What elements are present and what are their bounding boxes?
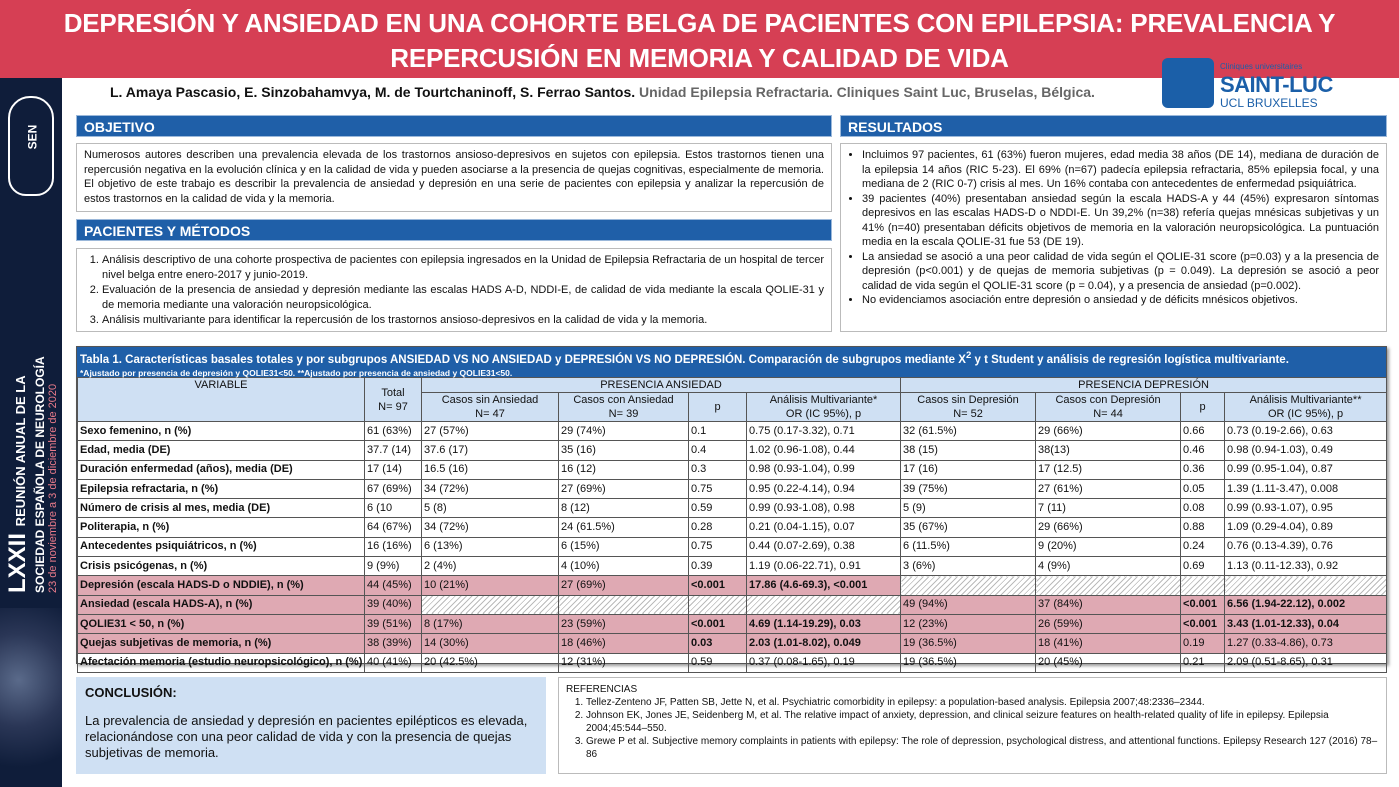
- table-cell: 16.5 (16): [422, 460, 559, 479]
- table-cell: 4 (9%): [1036, 557, 1181, 576]
- table-cell: 0.05: [1181, 479, 1225, 498]
- table-cell: 4.69 (1.14-19.29), 0.03: [747, 614, 901, 633]
- table-cell: 2.03 (1.01-8.02), 0.049: [747, 634, 901, 653]
- table-cell: 16 (12): [559, 460, 689, 479]
- col-n: N= 39: [608, 408, 639, 420]
- table-cell: 0.39: [689, 557, 747, 576]
- resultados-item: • Incluimos 97 pacientes, 61 (63%) fueron mujeres, edad media 38 años (DE 14), mediana de duración de la epilepsia 14 años (RIC 5-23). El 69% (n=67) padecía epilepsia refractaria, 85% epilepsia focal, y una mediana de 2 (RIC 0-7) crisis al mes. Un 16% contaba con antecedentes de enfermedad psiquiátrica.: [862, 148, 1379, 192]
- table-cell: 17 (14): [365, 460, 422, 479]
- metodos-heading: PACIENTES Y MÉTODOS: [76, 219, 832, 241]
- table-header-row-1: [78, 378, 1387, 393]
- table-cell: 0.98 (0.93-1.04), 0.99: [747, 460, 901, 479]
- col-con-ansiedad: [559, 393, 689, 422]
- table-cell: <0.001: [1181, 614, 1225, 633]
- col-total-label: Total: [381, 386, 405, 399]
- table-row: [78, 595, 1387, 614]
- group-ansiedad: PRESENCIA ANSIEDAD: [422, 378, 901, 393]
- table-cell: 0.21: [1181, 653, 1225, 672]
- table-row: [78, 576, 1387, 595]
- table-cell: 37 (84%): [1036, 595, 1181, 614]
- poster-title: DEPRESIÓN Y ANSIEDAD EN UNA COHORTE BELGA DE PACIENTES CON EPILEPSIA: PREVALENCIA Y REPERCUSIÓN EN MEMORIA Y CALIDAD DE VIDA: [0, 0, 1399, 78]
- table-cell: [1225, 576, 1387, 595]
- table-row: [78, 460, 1387, 479]
- col-con-depresion: [1036, 393, 1181, 422]
- sen-logo-text: SEN: [25, 124, 40, 150]
- table-caption: [77, 347, 1386, 377]
- table-cell: 27 (57%): [422, 422, 559, 441]
- col-multi-depresion: [1225, 393, 1387, 422]
- row-variable: Duración enfermedad (años), media (DE): [78, 460, 365, 479]
- table-cell: 0.95 (0.22-4.14), 0.94: [747, 479, 901, 498]
- table-row: [78, 614, 1387, 633]
- caption-prefix: Tabla 1. Características basales totales y por subgrupos: [80, 353, 390, 366]
- table-cell: 0.21 (0.04-1.15), 0.07: [747, 518, 901, 537]
- table-cell: <0.001: [1181, 595, 1225, 614]
- table-cell: 9 (20%): [1036, 537, 1181, 556]
- table-cell: 38(13): [1036, 441, 1181, 460]
- table-cell: 0.3: [689, 460, 747, 479]
- conclusion-text: La prevalencia de ansiedad y depresión en pacientes epilépticos es elevada, relacionándose con una peor calidad de vida y con la presencia de quejas subjetivas de memoria.: [85, 713, 528, 760]
- col-label: Análisis Multivariante*: [769, 394, 878, 406]
- row-variable: Número de crisis al mes, media (DE): [78, 499, 365, 518]
- author-names: L. Amaya Pascasio, E. Sinzobahamvya, M. de Tourtchaninoff, S. Ferrao Santos.: [110, 84, 636, 100]
- congress-banner: [6, 93, 60, 593]
- col-n: N= 52: [953, 408, 983, 420]
- table-cell: 20 (42.5%): [422, 653, 559, 672]
- metodos-item: 1. Análisis descriptivo de una cohorte prospectiva de pacientes con epilepsia ingresados en la Unidad de Epilepsia Refractaria de un hospital de tercer nivel belga entre enero-2017 y junio-2019.: [102, 253, 824, 282]
- table-cell: 6 (13%): [422, 537, 559, 556]
- table-cell: 12 (31%): [559, 653, 689, 672]
- saint-luc-logo: [1162, 58, 1362, 110]
- table-cell: 17 (12.5): [1036, 460, 1181, 479]
- metodos-item: 3. Análisis multivariante para identificar la repercusión de los trastornos ansioso-depresivos en la calidad de vida y la memoria.: [102, 313, 824, 328]
- caption-sup: 2: [965, 350, 972, 361]
- reference-item: 1. Tellez-Zenteno JF, Patten SB, Jette N, et al. Psychiatric comorbidity in epilepsy: a population-based analysis. Epilepsia 2007;48:2336–2344.: [586, 696, 1379, 709]
- resultados-list: [848, 148, 1379, 308]
- table-cell: [689, 595, 747, 614]
- affiliation: Unidad Epilepsia Refractaria. Cliniques Saint Luc, Bruselas, Bélgica.: [639, 84, 1095, 100]
- col-multi-ansiedad: [747, 393, 901, 422]
- authors-line: [110, 84, 1095, 100]
- table-cell: [747, 595, 901, 614]
- table-cell: <0.001: [689, 614, 747, 633]
- col-label: Casos con Ansiedad: [573, 394, 674, 406]
- saint-luc-emblem-icon: [1162, 58, 1214, 108]
- table-cell: 44 (45%): [365, 576, 422, 595]
- table-cell: [559, 595, 689, 614]
- table-cell: 0.59: [689, 499, 747, 518]
- table-cell: 0.08: [1181, 499, 1225, 518]
- table-cell: 67 (69%): [365, 479, 422, 498]
- table-cell: 0.03: [689, 634, 747, 653]
- caption-rest: ANSIEDAD VS NO ANSIEDAD y DEPRESIÓN VS NO DEPRESIÓN. Comparación de subgrupos mediante X: [389, 353, 966, 366]
- table-cell: 1.27 (0.33-4.86), 0.73: [1225, 634, 1387, 653]
- table-cell: 37.7 (14): [365, 441, 422, 460]
- table-cell: 7 (11): [1036, 499, 1181, 518]
- reference-item: 2. Johnson EK, Jones JE, Seidenberg M, et al. The relative impact of anxiety, depression, and clinical seizure features on health-related quality of life in epilepsy. Epilepsia 2004;45:544–550.: [586, 709, 1379, 735]
- table-cell: 27 (69%): [559, 479, 689, 498]
- logo-name: SAINT-LUC: [1220, 72, 1333, 97]
- table-cell: 9 (9%): [365, 557, 422, 576]
- table-cell: 18 (46%): [559, 634, 689, 653]
- col-sin-ansiedad: [422, 393, 559, 422]
- logo-sub: UCL BRUXELLES: [1220, 96, 1318, 110]
- table-cell: 0.99 (0.93-1.08), 0.98: [747, 499, 901, 518]
- table-cell: 49 (94%): [901, 595, 1036, 614]
- table-cell: 0.37 (0.08-1.65), 0.19: [747, 653, 901, 672]
- table-cell: 0.59: [689, 653, 747, 672]
- table-note: *Ajustado por presencia de depresión y QOLIE31<50. **Ajustado por presencia de ansiedad y QOLIE31<50.: [80, 367, 513, 378]
- conclusion-heading: CONCLUSIÓN:: [85, 685, 177, 700]
- row-variable: Ansiedad (escala HADS-A), n (%): [78, 595, 365, 614]
- col-p-ansiedad: p: [689, 393, 747, 422]
- table-cell: 16 (16%): [365, 537, 422, 556]
- resultados-item: • No evidenciamos asociación entre depresión o ansiedad y de déficits mnésicos objetivos.: [862, 293, 1379, 308]
- table-cell: 0.1: [689, 422, 747, 441]
- table-cell: 2.09 (0.51-8.65), 0.31: [1225, 653, 1387, 672]
- table-cell: 0.75: [689, 537, 747, 556]
- metodos-box: [76, 248, 832, 332]
- col-total-n: N= 97: [378, 400, 408, 413]
- table-cell: 1.09 (0.29-4.04), 0.89: [1225, 518, 1387, 537]
- table-cell: [422, 595, 559, 614]
- metodos-item: 2. Evaluación de la presencia de ansiedad y depresión mediante las escalas HADS A-D, NDDI-E, de calidad de vida mediante la escala QOLIE-31 y de memoria mediante una valoración neuropsicológica.: [102, 283, 824, 312]
- table-cell: 39 (75%): [901, 479, 1036, 498]
- reference-item: 3. Grewe P et al. Subjective memory complaints in patients with epilepsy: The role of depression, psychological distress, and attentional functions. Epilepsy Research 127 (2016) 78–86: [586, 735, 1379, 761]
- table-cell: 6 (10: [365, 499, 422, 518]
- row-variable: Quejas subjetivas de memoria, n (%): [78, 634, 365, 653]
- congress-number: LXXII: [4, 532, 31, 593]
- row-variable: Antecedentes psiquiátricos, n (%): [78, 537, 365, 556]
- table-cell: 0.69: [1181, 557, 1225, 576]
- table-cell: 17 (16): [901, 460, 1036, 479]
- caption-end: y t Student y análisis de regresión logística multivariante.: [971, 353, 1289, 366]
- table-cell: 5 (8): [422, 499, 559, 518]
- resultados-box: [840, 143, 1387, 332]
- brain-illustration: [0, 608, 62, 787]
- row-variable: QOLIE31 < 50, n (%): [78, 614, 365, 633]
- table-row: [78, 537, 1387, 556]
- table-cell: 29 (66%): [1036, 422, 1181, 441]
- table-cell: 3.43 (1.01-12.33), 0.04: [1225, 614, 1387, 633]
- table-cell: 0.46: [1181, 441, 1225, 460]
- table-cell: 34 (72%): [422, 518, 559, 537]
- table-cell: 6 (15%): [559, 537, 689, 556]
- row-variable: Crisis psicógenas, n (%): [78, 557, 365, 576]
- references-box: [558, 677, 1387, 774]
- table-cell: 0.24: [1181, 537, 1225, 556]
- table-cell: 27 (61%): [1036, 479, 1181, 498]
- row-variable: Edad, media (DE): [78, 441, 365, 460]
- table-cell: 10 (21%): [422, 576, 559, 595]
- table-cell: 6.56 (1.94-22.12), 0.002: [1225, 595, 1387, 614]
- characteristics-table: [77, 377, 1387, 673]
- table-cell: 17.86 (4.6-69.3), <0.001: [747, 576, 901, 595]
- table-cell: 35 (67%): [901, 518, 1036, 537]
- table-cell: 3 (6%): [901, 557, 1036, 576]
- table-cell: 0.44 (0.07-2.69), 0.38: [747, 537, 901, 556]
- col-sin-depresion: [901, 393, 1036, 422]
- table-cell: 61 (63%): [365, 422, 422, 441]
- table-cell: 19 (36.5%): [901, 634, 1036, 653]
- table-cell: 0.88: [1181, 518, 1225, 537]
- table-cell: 0.99 (0.93-1.07), 0.95: [1225, 499, 1387, 518]
- table-cell: 26 (59%): [1036, 614, 1181, 633]
- table-cell: 34 (72%): [422, 479, 559, 498]
- table-cell: 23 (59%): [559, 614, 689, 633]
- table-cell: 35 (16): [559, 441, 689, 460]
- table-cell: 0.36: [1181, 460, 1225, 479]
- table-cell: 0.19: [1181, 634, 1225, 653]
- congress-society: SOCIEDAD ESPAÑOLA DE NEUROLOGÍA: [33, 356, 47, 593]
- col-variable: VARIABLE: [78, 378, 365, 422]
- table-cell: 40 (41%): [365, 653, 422, 672]
- table-cell: 0.66: [1181, 422, 1225, 441]
- table-cell: 2 (4%): [422, 557, 559, 576]
- table-cell: 39 (51%): [365, 614, 422, 633]
- group-depresion: PRESENCIA DEPRESIÓN: [901, 378, 1387, 393]
- table-row: [78, 479, 1387, 498]
- table-cell: [901, 576, 1036, 595]
- table-body: [78, 422, 1387, 673]
- col-n: N= 44: [1093, 408, 1123, 420]
- col-n: OR (IC 95%), p: [785, 408, 862, 420]
- row-variable: Politerapia, n (%): [78, 518, 365, 537]
- congress-sidebar: [0, 78, 62, 787]
- table-cell: 0.75: [689, 479, 747, 498]
- table-cell: 1.39 (1.11-3.47), 0.008: [1225, 479, 1387, 498]
- table-1: [76, 346, 1387, 669]
- table-cell: 32 (61.5%): [901, 422, 1036, 441]
- table-cell: 27 (69%): [559, 576, 689, 595]
- table-cell: 0.75 (0.17-3.32), 0.71: [747, 422, 901, 441]
- table-cell: 12 (23%): [901, 614, 1036, 633]
- table-cell: 0.4: [689, 441, 747, 460]
- logo-small-text: Cliniques universitaires: [1220, 62, 1303, 71]
- table-row: [78, 422, 1387, 441]
- congress-edition: [6, 93, 33, 593]
- table-cell: 0.76 (0.13-4.39), 0.76: [1225, 537, 1387, 556]
- col-label: Casos sin Depresión: [917, 394, 1019, 406]
- table-cell: 29 (74%): [559, 422, 689, 441]
- row-variable: Depresión (escala HADS-D o NDDIE), n (%): [78, 576, 365, 595]
- table-cell: 37.6 (17): [422, 441, 559, 460]
- col-label: Casos sin Ansiedad: [441, 394, 539, 406]
- row-variable: Sexo femenino, n (%): [78, 422, 365, 441]
- table-cell: 8 (12): [559, 499, 689, 518]
- table-cell: 0.98 (0.94-1.03), 0.49: [1225, 441, 1387, 460]
- col-total: [365, 378, 422, 422]
- table-cell: 39 (40%): [365, 595, 422, 614]
- table-cell: 29 (66%): [1036, 518, 1181, 537]
- objetivo-heading: OBJETIVO: [76, 115, 832, 137]
- table-cell: 38 (15): [901, 441, 1036, 460]
- congress-line2: REUNIÓN ANUAL DE LA: [13, 375, 28, 527]
- references-list: [566, 696, 1379, 761]
- table-row: [78, 518, 1387, 537]
- resultados-heading: RESULTADOS: [840, 115, 1387, 137]
- table-cell: 0.28: [689, 518, 747, 537]
- table-cell: 4 (10%): [559, 557, 689, 576]
- table-cell: [1181, 576, 1225, 595]
- resultados-item: • 39 pacientes (40%) presentaban ansiedad según la escala HADS-A y 44 (45%) expresaron síntomas depresivos en las escalas HADS-D o NDDI-E. Un 39,2% (n=38) refería quejas mnésicas subjetivas y un 41% (n=40) presentaban déficits objetivos de memoria en la valoración neuropsicológica. La puntuación media en la escala QOLIE-31 fue 53 (DE 19).: [862, 192, 1379, 250]
- table-cell: 8 (17%): [422, 614, 559, 633]
- table-cell: 0.99 (0.95-1.04), 0.87: [1225, 460, 1387, 479]
- table-cell: 24 (61.5%): [559, 518, 689, 537]
- table-cell: [1036, 576, 1181, 595]
- table-cell: 1.13 (0.11-12.33), 0.92: [1225, 557, 1387, 576]
- table-cell: <0.001: [689, 576, 747, 595]
- metodos-list: [84, 253, 824, 328]
- table-cell: 1.19 (0.06-22.71), 0.91: [747, 557, 901, 576]
- references-heading: REFERENCIAS: [566, 684, 638, 695]
- col-p-depresion: p: [1181, 393, 1225, 422]
- table-caption-title: [80, 349, 1383, 367]
- table-row: [78, 441, 1387, 460]
- table-row: [78, 634, 1387, 653]
- table-row: [78, 499, 1387, 518]
- col-n: OR (IC 95%), p: [1267, 408, 1344, 420]
- table-cell: 64 (67%): [365, 518, 422, 537]
- objetivo-text: Numerosos autores describen una prevalencia elevada de los trastornos ansioso-depresivos en sujetos con epilepsia. Estos trastornos tienen una repercusión negativa en la evolución clínica y en la calidad de vida y pueden asociarse a la presencia de quejas cognitivas, especialmente de memoria. El objetivo de este trabajo es describir la prevalencia de ansiedad y depresión en una serie de pacientes con epilepsia y analizar la repercusión de estos trastornos en la calidad de vida y la memoria.: [76, 143, 832, 212]
- table-cell: 0.73 (0.19-2.66), 0.63: [1225, 422, 1387, 441]
- resultados-item: • La ansiedad se asoció a una peor calidad de vida según el QOLIE-31 score (p=0.03) y a la presencia de depresión (p<0.001) y de quejas de memoria subjetivas (p = 0.049). La depresión se asoció a peor calidad de vida según el QOLIE-31 score (p = 0.04), y a presencia de ansiedad (p=0.002).: [862, 250, 1379, 294]
- table-row: [78, 653, 1387, 672]
- table-cell: 1.02 (0.96-1.08), 0.44: [747, 441, 901, 460]
- row-variable: Epilepsia refractaria, n (%): [78, 479, 365, 498]
- congress-dates: 23 de noviembre a 3 de diciembre de 2020: [47, 383, 59, 593]
- col-label: Casos con Depresión: [1055, 394, 1161, 406]
- table-cell: 19 (36.5%): [901, 653, 1036, 672]
- table-row: [78, 557, 1387, 576]
- table-cell: 38 (39%): [365, 634, 422, 653]
- table-cell: 20 (45%): [1036, 653, 1181, 672]
- col-n: N= 47: [475, 408, 505, 420]
- table-cell: 18 (41%): [1036, 634, 1181, 653]
- col-label: Análisis Multivariante**: [1249, 394, 1362, 406]
- conclusion-box: [76, 677, 546, 774]
- row-variable: Afectación memoria (estudio neuropsicológico), n (%): [78, 653, 365, 672]
- table-cell: 5 (9): [901, 499, 1036, 518]
- table-cell: 6 (11.5%): [901, 537, 1036, 556]
- table-cell: 14 (30%): [422, 634, 559, 653]
